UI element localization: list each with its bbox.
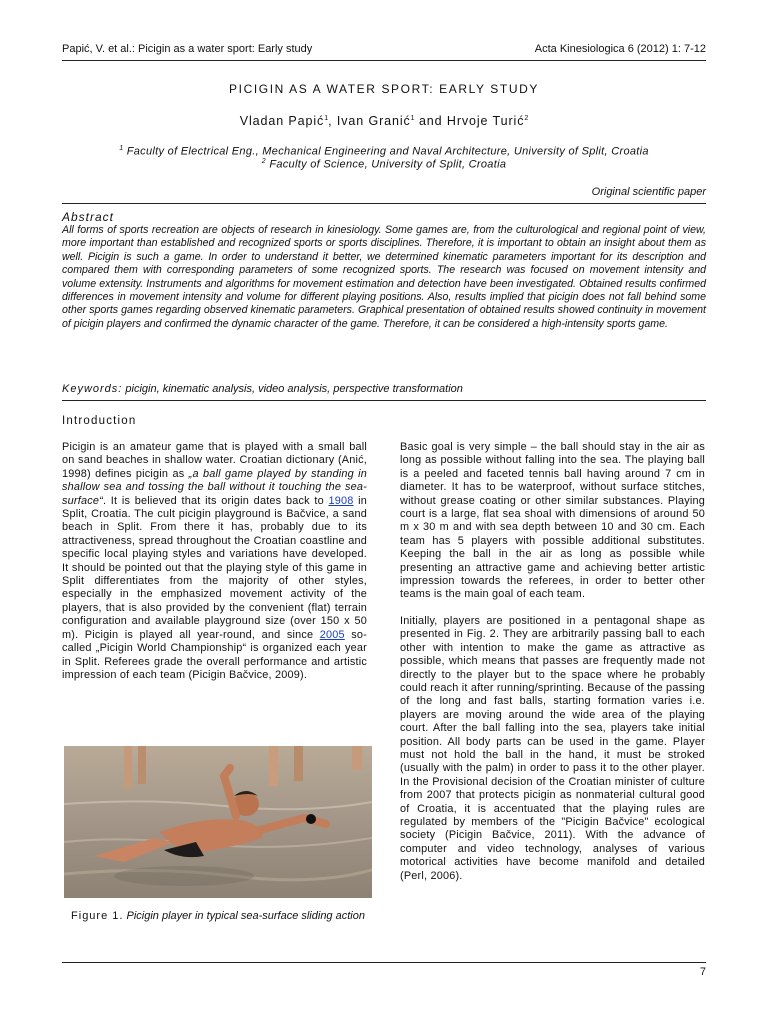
figure-caption-text: Picigin player in typical sea-surface sliding action bbox=[123, 910, 365, 922]
right-column bbox=[400, 441, 705, 896]
page-number: 7 bbox=[699, 966, 706, 978]
intro-paragraph-3: Initially, players are positioned in a pentagonal shape as presented in Fig. 2. They are arbitrarily passing ball to each other with intention to make the game as attractive as possible, which means that passes are frequently made not directly to the player but to the space where he probably could reach it after running/sprinting. Because of the passing of the long and fast balls, starting formation varies i.e. players are moving around the wide area of the playing court. After the ball falling into the sea, players take initial position. All body parts can be used in the game. Player must not hold the ball in the hand, it must be stroked (usually with the palm) in order to pass it to the other player. In the Provisional decision of the Croatian minister of culture from 2007 that protects picigin as nonmaterial cultural good of Croatia, it is accentuated that the playing rules are regulated by members of the "Picigin Bačvice" ecological society (Picigin Bačvice, 2011). With the advance of computer and video technology, analyses of various motorical activities have become manifold and detailed (Perl, 2006). bbox=[400, 614, 705, 882]
affiliation-mark: 2 bbox=[261, 158, 266, 165]
running-header-right: Acta Kinesiologica 6 (2012) 1: 7-12 bbox=[534, 43, 706, 55]
figure-label: Figure 1. bbox=[71, 910, 124, 922]
affiliation-text: Faculty of Science, University of Split, Croatia bbox=[269, 158, 507, 171]
figure-1-photo bbox=[64, 746, 372, 898]
intro-paragraph-2: Basic goal is very simple – the ball should stay in the air as long as possible without falling into the sea. The playing ball is a peeled and faceted tennis ball having around 7 cm in diameter. It has to be waterproof, without surface stitches, without grease coating or other similar substances. Playing court is a large, flat sea shoal with dimensions of around 50 m x 30 m and with sea depth between 10 and 30 cm. Each team has 5 players with possible additional substitutes. Keeping the ball in the air as long as possible while presenting an attractive game and achieving better artistic impression towards the referees, in order to better other teams is the main goal of each team. bbox=[400, 441, 705, 601]
year-2005-link[interactable]: 2005 bbox=[319, 628, 345, 641]
author-list bbox=[0, 114, 768, 128]
author-name: Vladan Papić bbox=[239, 114, 325, 128]
keywords-rule bbox=[62, 400, 706, 401]
abstract-text: All forms of sports recreation are objects of research in kinesiology. Some games are, from the culturological and regional point of view, more important than established and recognized sports or sports disciplines. Therefore, it is important to obtain an insight about them as well. Picigin is such a game. In order to understand it better, we determined kinematic parameters important for its description and compared them with corresponding parameters of some recognized sports. The research was focused on movement intensity and volume extensity. Instruments and algorithms for movement estimation and detection have been investigated. Obtained results confirmed differences in movement intensity and volume for different playing positions. Also, results implied that picigin does not fall behind some other sports games regarding observed kinematic parameters. Graphical presentation of obtained results showed continuity in movement of picigin players and confirmed the dynamic character of the game. Therefore, it can be considered a high-intensity sports game. bbox=[62, 224, 706, 330]
dictionary-quote: „a ball game played by standing in shallow sea and tossing the ball without it touching the sea-surface“ bbox=[62, 467, 367, 507]
author-affiliation-mark: 1 bbox=[410, 114, 415, 122]
affiliation-2 bbox=[0, 158, 768, 171]
header-rule bbox=[62, 60, 706, 61]
author-separator: , bbox=[328, 114, 337, 128]
author-affiliation-mark: 1 bbox=[324, 114, 329, 122]
keywords bbox=[62, 383, 463, 395]
affiliation-text: Faculty of Electrical Eng., Mechanical Engineering and Naval Architecture, University of Split, Croatia bbox=[126, 145, 649, 158]
affiliation-mark: 1 bbox=[119, 145, 124, 152]
running-header-left: Papić, V. et al.: Picigin as a water sport: Early study bbox=[62, 43, 313, 55]
figure-1-caption bbox=[62, 910, 374, 923]
text-run: in Split, Croatia. The cult picigin playground is Bačvice, a sand beach in Split. From there it has, probably due to its attractiveness, spread throughout the Croatian coastline and specific local playing styles and variations have developed. It should be pointed out that the playing style of this game in Split differentiates from the majority of other styles, especially in the emphasized movement activity of the players, that is also provided by the convenient (flat) terrain configuration and available playground size (over 150 x 50 m). Picigin is played all year-round, and since bbox=[62, 494, 367, 641]
abstract-heading: Abstract bbox=[62, 210, 115, 224]
paper-type: Original scientific paper bbox=[591, 186, 706, 198]
text-run: so-called „Picigin World Championship“ is organized each year in Split. Referees grade the overall performance and artistic impression of each team (Picigin Bačvice, 2009). bbox=[62, 628, 367, 681]
year-1908-link[interactable]: 1908 bbox=[328, 494, 354, 507]
author-name: Ivan Granić bbox=[336, 114, 411, 128]
footer-rule bbox=[62, 962, 706, 963]
affiliation-1 bbox=[0, 145, 768, 158]
text-run: Picigin is an amateur game that is played with a small ball on sand beaches in shallow water. Croatian dictionary (Anić, 1998) defines picigin as bbox=[62, 441, 367, 480]
keywords-label: Keywords: bbox=[62, 383, 123, 395]
text-run: . It is believed that its origin dates back to bbox=[102, 494, 329, 507]
paper-title: PICIGIN AS A WATER SPORT: EARLY STUDY bbox=[229, 82, 539, 96]
running-header bbox=[62, 43, 706, 59]
section-heading-introduction: Introduction bbox=[62, 415, 137, 427]
keywords-text: picigin, kinematic analysis, video analysis, perspective transformation bbox=[122, 383, 463, 395]
abstract-top-rule bbox=[62, 203, 706, 204]
left-column bbox=[62, 441, 367, 695]
author-affiliation-mark: 2 bbox=[524, 114, 529, 122]
intro-paragraph-1 bbox=[62, 441, 367, 682]
author-separator: and bbox=[414, 114, 447, 128]
picigin-player-photo bbox=[64, 746, 372, 898]
author-name: Hrvoje Turić bbox=[446, 114, 525, 128]
